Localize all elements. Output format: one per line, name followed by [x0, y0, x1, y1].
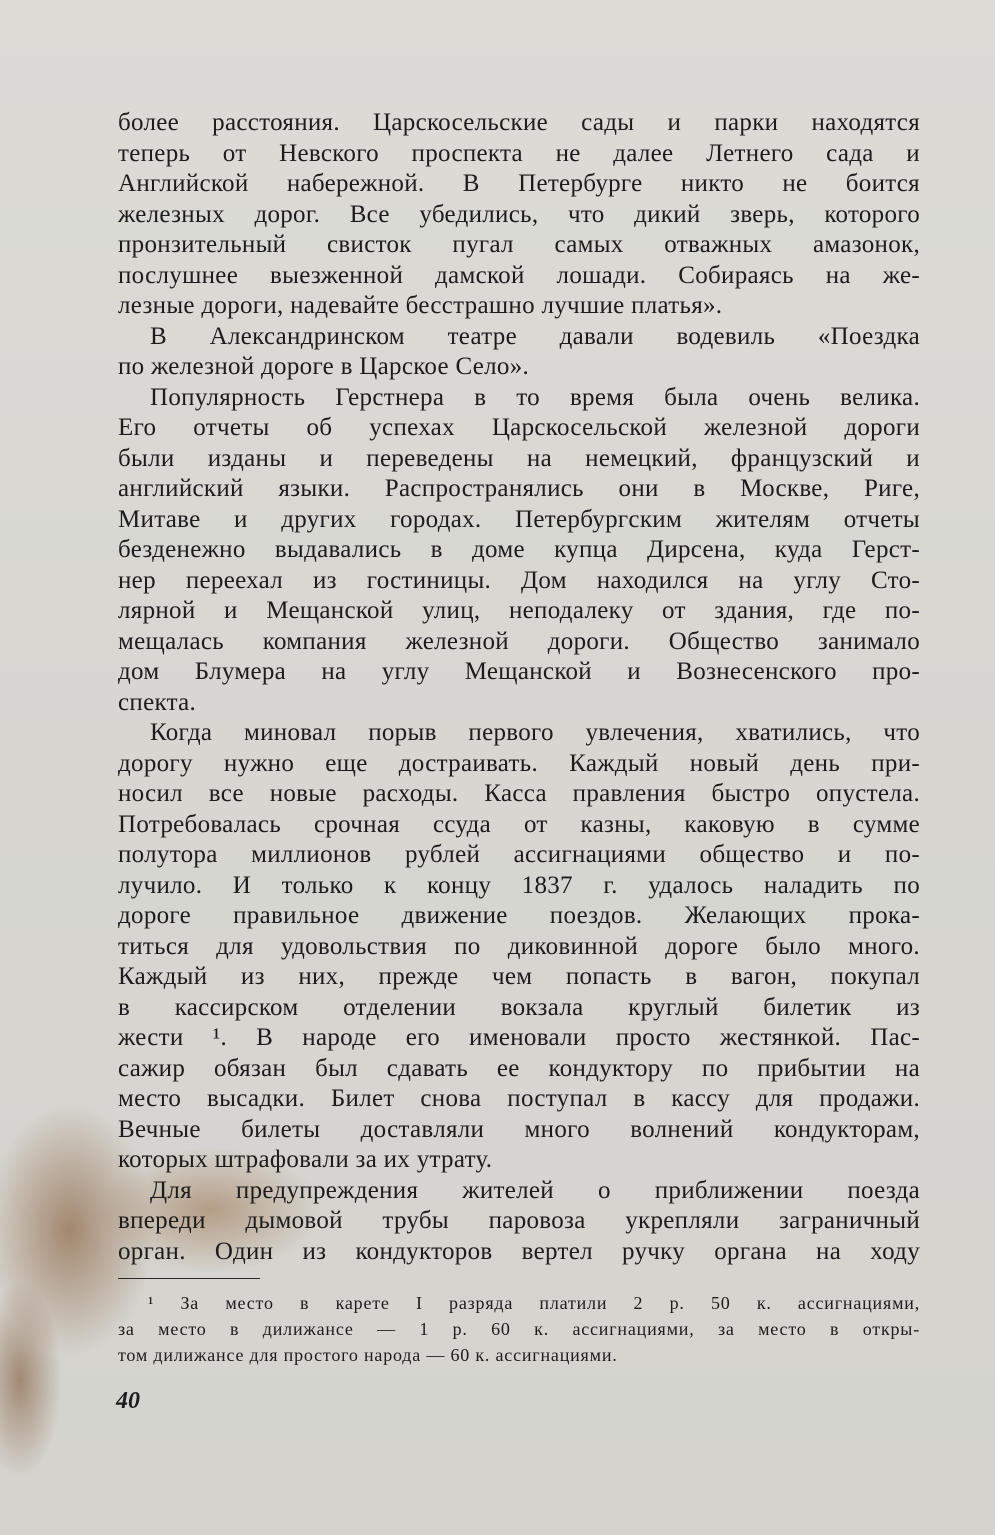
body-line: орган. Один из кондукторов вертел ручку органа на ходу [118, 1237, 920, 1265]
body-line: В Александринском театре давали водевиль «Поездка [150, 322, 920, 350]
body-line: более расстояния. Царскосельские сады и парки находятся [118, 109, 920, 136]
body-line: Его отчеты об успехах Царскосельской железной дороги [118, 414, 920, 441]
body-line: мещалась компания железной дороги. Общество занимало [118, 627, 920, 655]
body-line: английский языки. Распространялись они в Москве, Риге, [118, 475, 920, 502]
body-line: Митаве и других городах. Петербургским жителям отчеты [118, 505, 920, 533]
footnote-line: за место в дилижансе — 1 р. 60 к. ассигнациями, за место в откры- [118, 1319, 920, 1339]
body-line: Популярность Герстнера в то время была очень велика. [150, 383, 920, 411]
body-line: Потребовалась срочная ссуда от казны, каковую в сумме [118, 810, 920, 838]
body-line: сажир обязан был сдавать ее кондуктору по прибытии на [118, 1054, 920, 1082]
body-line: место высадки. Билет снова поступал в кассу для продажи. [118, 1085, 920, 1112]
body-line: полутора миллионов рублей ассигнациями общество и по- [118, 841, 920, 868]
body-line: жести ¹. В народе его именовали просто жестянкой. Пас- [118, 1024, 920, 1051]
body-line: Английской набережной. В Петербурге никто не боится [118, 170, 920, 197]
body-line: спекта. [118, 688, 197, 716]
body-line: Вечные билеты доставляли много волнений кондукторам, [118, 1115, 920, 1143]
body-line: послушнее выезженной дамской лошади. Собираясь на же- [118, 261, 920, 289]
body-line: теперь от Невского проспекта не далее Летнего сада и [118, 139, 920, 167]
body-line: Когда миновал порыв первого увлечения, хватились, что [150, 719, 920, 746]
body-line: безденежно выдавались в доме купца Дирсена, куда Герст- [118, 536, 920, 563]
body-line: Каждый из них, прежде чем попасть в вагон, покупал [118, 963, 920, 990]
body-line: Для предупреждения жителей о приближении поезда [150, 1176, 920, 1204]
body-line: титься для удовольствия по диковинной дороге было много. [118, 932, 920, 960]
footnote-divider [118, 1278, 260, 1279]
body-line: которых штрафовали за их утрату. [118, 1146, 493, 1173]
body-line: лярной и Мещанской улиц, неподалеку от здания, где по- [118, 597, 920, 624]
footnote [118, 1290, 920, 1368]
body-line: лезные дороги, надевайте бесстрашно лучшие платья». [118, 292, 723, 319]
body-line: были изданы и переведены на немецкий, французский и [118, 444, 920, 472]
body-line: дорогу нужно еще достраивать. Каждый новый день при- [118, 749, 920, 777]
footnote-line: ¹ За место в карете I разряда платили 2 р. 50 к. ассигнациями, [148, 1293, 920, 1313]
body-line: по железной дороге в Царское Село». [118, 353, 530, 380]
body-line: пронзительный свисток пугал самых отважных амазонок, [118, 231, 920, 258]
body-line: лучило. И только к концу 1837 г. удалось наладить по [118, 871, 920, 899]
page-number: 40 [116, 1388, 140, 1414]
body-line: носил все новые расходы. Касса правления быстро опустела. [118, 780, 920, 807]
body-line: в кассирском отделении вокзала круглый билетик из [118, 993, 920, 1021]
footnote-line: том дилижансе для простого народа — 60 к. ассигнациями. [118, 1345, 618, 1365]
body-line: дороге правильное движение поездов. Желающих прока- [118, 902, 920, 929]
body-line: дом Блумера на углу Мещанской и Вознесенского про- [118, 658, 920, 685]
body-line: впереди дымовой трубы паровоза укрепляли заграничный [118, 1207, 920, 1234]
body-line: железных дорог. Все убедились, что дикий зверь, которого [118, 200, 920, 228]
body-line: нер переехал из гостиницы. Дом находился на углу Сто- [118, 566, 920, 594]
body-text [118, 108, 920, 1267]
